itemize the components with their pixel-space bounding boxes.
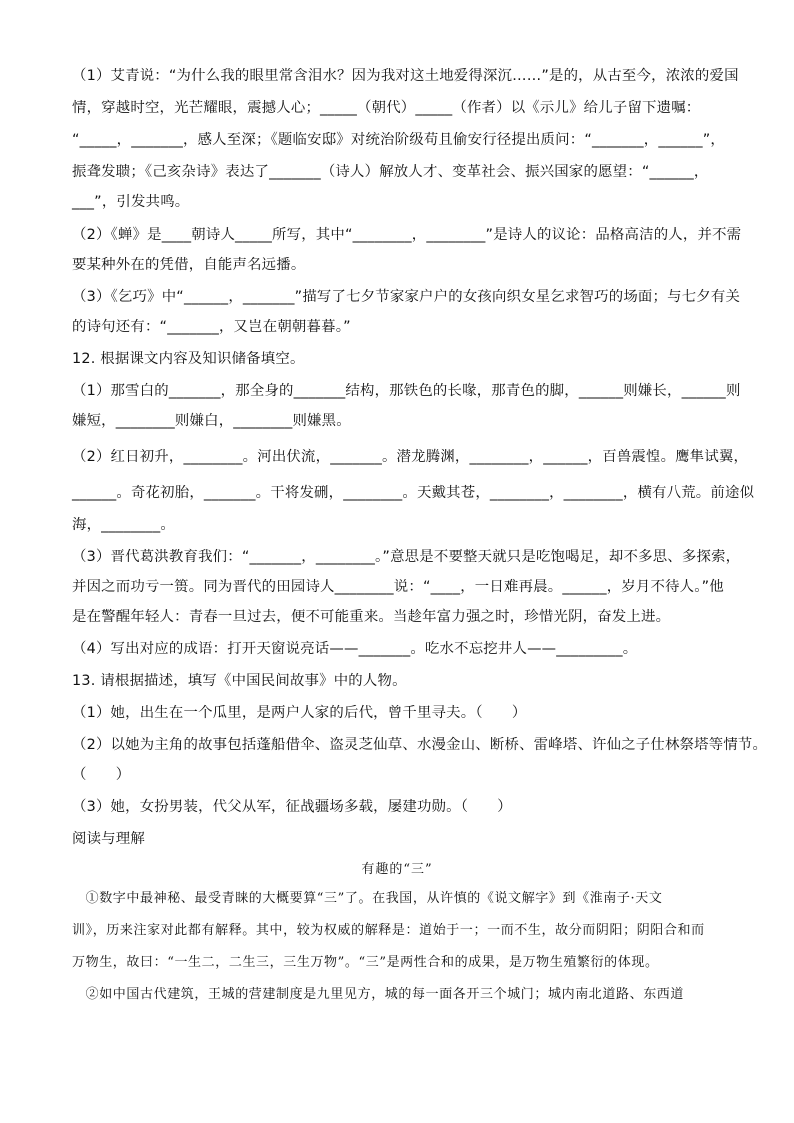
reading-para1-line-3: 万物生，故曰：“一生二，二生三，三生万物”。“三”是两性合和的成果，是万物生殖繁衍的体现。 <box>72 955 659 970</box>
q11-p1-line-1: （1）艾青说：“为什么我的眼里常含泪水？因为我对这土地爱得深沉……”是的，从古至今，浓浓的爱国 <box>72 68 739 84</box>
q11-p1-line-5: ___”，引发共鸣。 <box>72 194 190 210</box>
q13-p2-line-1: （2）以她为主角的故事包括蓬船借伞、盗灵芝仙草、水漫金山、断桥、雷峰塔、许仙之子仕林祭塔等情节。 <box>72 737 768 753</box>
reading-para1-line-2: 训》，历来注家对此都有解释。其中，较为权威的解释是：道始于一；一而不生，故分而阴阳；阴阳合和而 <box>72 923 705 938</box>
q11-p3-line-2: 的诗句还有：“_______，又岂在朝朝暮暮。” <box>72 319 351 335</box>
q11-p1-line-2: 情，穿越时空，光芒耀眼，震撼人心；_____（朝代）_____（作者）以《示儿》给儿子留下遗嘱： <box>72 100 701 116</box>
q12-p1-line-2: 嫌短，________则嫌白，________则嫌黑。 <box>72 413 351 429</box>
q13-heading: 13. 请根据描述，填写《中国民间故事》中的人物。 <box>72 673 407 689</box>
q11-p3-line-1: （3）《乞巧》中“______，_______”描写了七夕节家家户户的女孩向织女星乞求智巧的场面；与七夕有关 <box>72 289 741 305</box>
q11-p2-line-2: 要某种外在的凭借，自能声名远播。 <box>72 257 306 273</box>
q12-heading: 12. 根据课文内容及知识储备填空。 <box>72 351 305 367</box>
reading-title: 有趣的“三” <box>361 862 433 877</box>
reading-para1-line-1: ①数字中最神秘、最受青睐的大概要算“三”了。在我国，从许慎的《说文解字》到《淮南子·天文 <box>72 891 663 906</box>
q12-p3-line-3: 是在警醒年轻人：青春一旦过去，便不可能重来。当趁年富力强之时，珍惜光阴，奋发上进。 <box>72 609 671 625</box>
reading-para2-line-1: ②如中国古代建筑，王城的营建制度是九里见方，城的每一面各开三个城门；城内南北道路、东西道 <box>72 987 685 1002</box>
q11-p1-line-4: 振聋发聩；《己亥杂诗》表达了_______（诗人）解放人才、变革社会、振兴国家的愿望：“______， <box>72 164 709 180</box>
q12-p3-line-1: （3）晋代葛洪教育我们：“_______，________。”意思是不要整天就只是吃饱喝足，却不多思、多探索， <box>72 549 741 565</box>
q12-p2-line-3: 海，________。 <box>72 517 175 533</box>
q11-p2-line-1: （2）《蝉》是____朝诗人_____所写，其中“________，________”是诗人的议论：品格高洁的人，并不需 <box>72 227 742 243</box>
q13-p2-line-2: （ ） <box>72 767 131 783</box>
q11-p1-line-3: “_____，_______，感人至深；《题临安邸》对统治阶级苟且偷安行径提出质问：“_______，______”， <box>72 132 725 148</box>
reading-section-heading: 阅读与理解 <box>72 831 145 847</box>
q12-p3-line-2: 并因之而功亏一篑。同为晋代的田园诗人________说：“____，一日难再晨。______，岁月不待人。”他 <box>72 579 724 595</box>
q12-p2-line-2: ______。奇花初胎，_______。干将发硎，________。天戴其苍，________，________，横有八荒。前途似 <box>72 485 755 501</box>
q12-p1-line-1: （1）那雪白的_______，那全身的_______结构，那铁色的长喙，那青色的脚，______则嫌长，______则 <box>72 383 741 399</box>
q12-p2-line-1: （2）红日初升，________。河出伏流，_______。潜龙腾渊，________，______，百兽震惶。鹰隼试翼， <box>72 449 749 465</box>
q12-p4-line-1: （4）写出对应的成语：打开天窗说亮话——_______。吃水不忘挖井人——_________。 <box>72 641 638 657</box>
q13-p3-line-1: （3）她，女扮男装，代父从军，征战疆场多载，屡建功勋。（ ） <box>72 799 512 815</box>
q13-p1-line-1: （1）她，出生在一个瓜里，是两户人家的后代，曾千里寻夫。（ ） <box>72 705 527 721</box>
